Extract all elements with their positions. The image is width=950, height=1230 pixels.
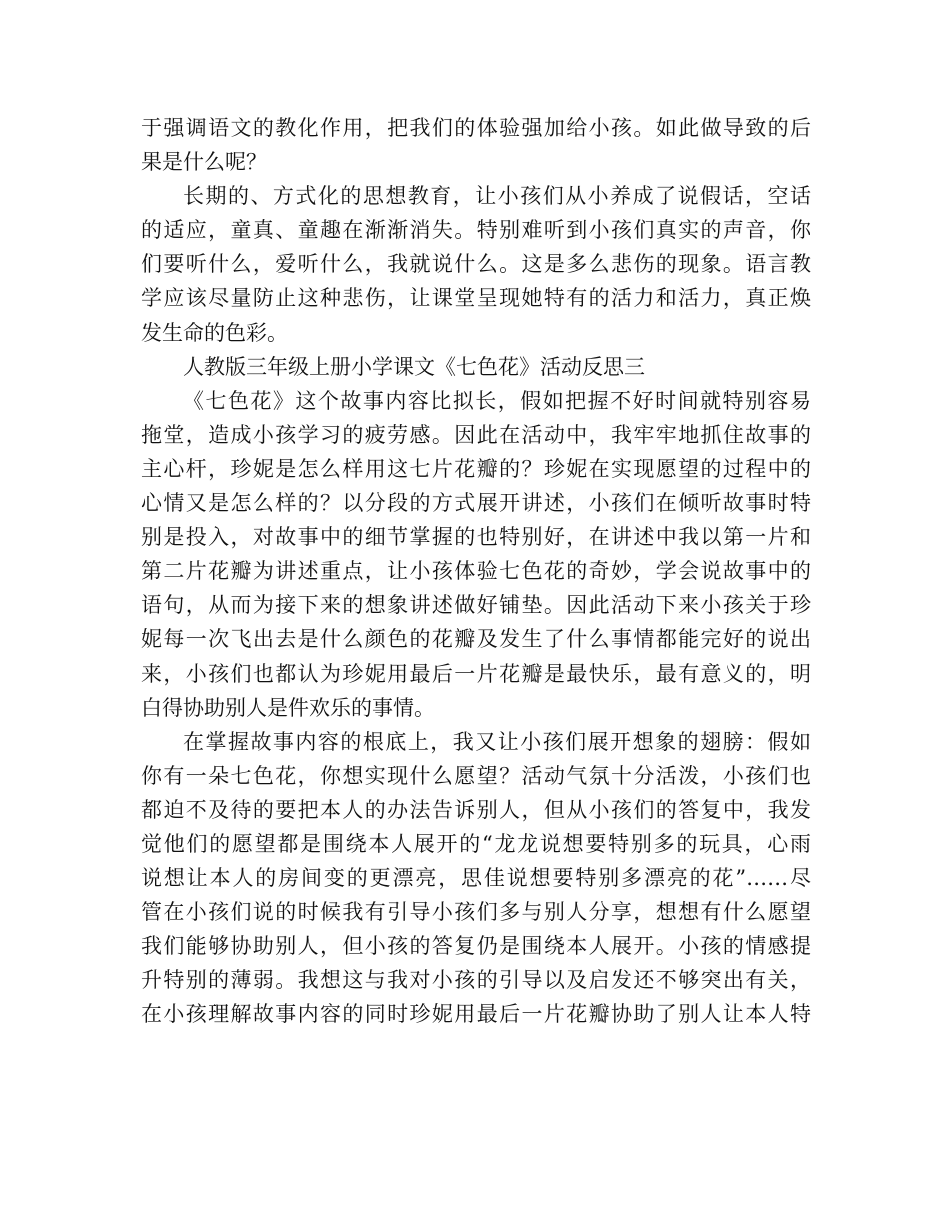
document-body bbox=[141, 111, 811, 1032]
paragraph-first-line: 在掌握故事内容的根底上，我又让小孩们展开想象的翅膀：假如 bbox=[183, 729, 811, 754]
text-line: 说想让本人的房间变的更漂亮，思佳说想要特别多漂亮的花”……尽 bbox=[141, 866, 811, 891]
text-line: 白得协助别人是件欢乐的事情。 bbox=[141, 695, 435, 720]
text-line: 觉他们的愿望都是围绕本人展开的“龙龙说想要特别多的玩具，心雨 bbox=[141, 831, 811, 856]
text-line: 管在小孩们说的时候我有引导小孩们多与别人分享，想想有什么愿望 bbox=[141, 900, 811, 925]
text-line: 语句，从而为接下来的想象讲述做好铺垫。因此活动下来小孩关于珍 bbox=[141, 593, 811, 618]
text-line: 发生命的色彩。 bbox=[141, 320, 288, 345]
text-line: 妮每一次飞出去是什么颜色的花瓣及发生了什么事情都能完好的说出 bbox=[141, 627, 811, 652]
text-line: 们要听什么，爱听什么，我就说什么。这是多么悲伤的现象。语言教 bbox=[141, 252, 811, 277]
section-heading: 人教版三年级上册小学课文《七色花》活动反思三 bbox=[183, 354, 645, 379]
text-line: 来，小孩们也都认为珍妮用最后一片花瓣是最快乐，最有意义的，明 bbox=[141, 661, 811, 686]
text-line: 心情又是怎么样的？以分段的方式展开讲述，小孩们在倾听故事时特 bbox=[141, 491, 811, 516]
text-line: 别是投入，对故事中的细节掌握的也特别好，在讲述中我以第一片和 bbox=[141, 525, 811, 550]
text-line: 在小孩理解故事内容的同时珍妮用最后一片花瓣协助了别人让本人特 bbox=[141, 1002, 811, 1027]
text-line: 都迫不及待的要把本人的办法告诉别人，但从小孩们的答复中，我发 bbox=[141, 797, 811, 822]
text-line: 学应该尽量防止这种悲伤，让课堂呈现她特有的活力和活力，真正焕 bbox=[141, 286, 811, 311]
text-line: 我们能够协助别人，但小孩的答复仍是围绕本人展开。小孩的情感提 bbox=[141, 934, 811, 959]
text-line: 拖堂，造成小孩学习的疲劳感。因此在活动中，我牢牢地抓住故事的 bbox=[141, 422, 811, 447]
text-line: 主心杆，珍妮是怎么样用这七片花瓣的？珍妮在实现愿望的过程中的 bbox=[141, 456, 811, 481]
text-line: 第二片花瓣为讲述重点，让小孩体验七色花的奇妙，学会说故事中的 bbox=[141, 559, 811, 584]
text-line: 你有一朵七色花，你想实现什么愿望？活动气氛十分活泼，小孩们也 bbox=[141, 763, 811, 788]
paragraph-first-line: 《七色花》这个故事内容比拟长，假如把握不好时间就特别容易 bbox=[183, 388, 811, 413]
text-line: 果是什么呢？ bbox=[141, 150, 267, 175]
text-line: 升特别的薄弱。我想这与我对小孩的引导以及启发还不够突出有关， bbox=[141, 968, 811, 993]
paragraph-first-line: 长期的、方式化的思想教育，让小孩们从小养成了说假话，空话 bbox=[183, 184, 811, 209]
text-line: 的适应，童真、童趣在渐渐消失。特别难听到小孩们真实的声音，你 bbox=[141, 218, 811, 243]
text-line: 于强调语文的教化作用，把我们的体验强加给小孩。如此做导致的后 bbox=[141, 116, 811, 140]
